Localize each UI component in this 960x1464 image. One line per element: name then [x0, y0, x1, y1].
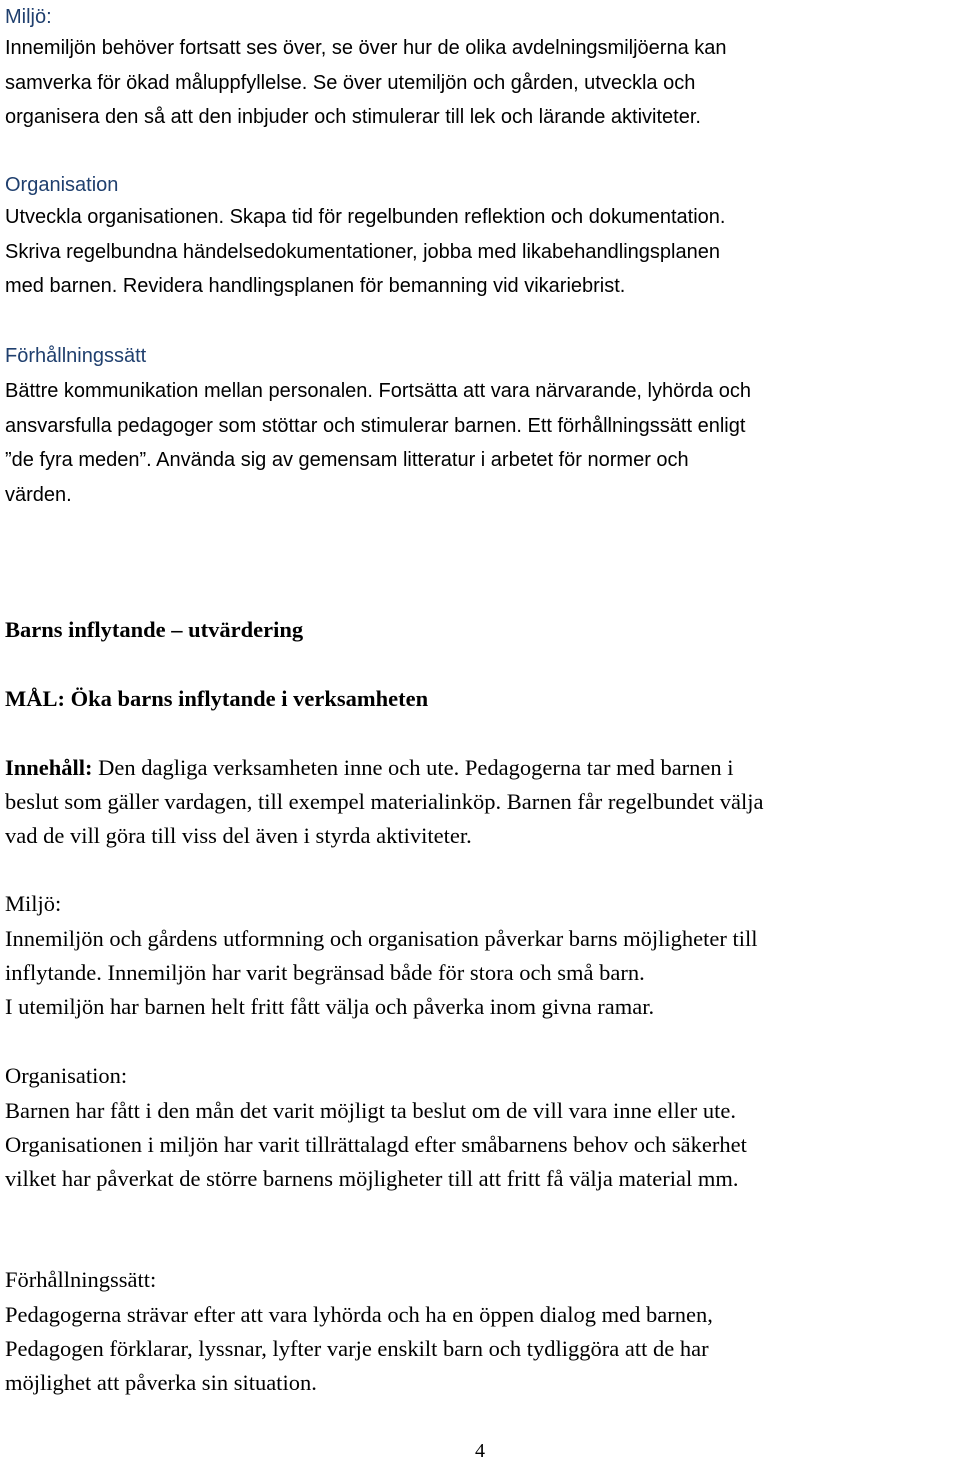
text-line: vilket har påverkat de större barnens möjligheter till att fritt få välja material mm. — [5, 1166, 739, 1192]
text-line: Innemiljön och gårdens utformning och organisation påverkar barns möjligheter till — [5, 926, 758, 951]
section-title: Barns inflytande – utvärdering — [5, 617, 304, 642]
text-line: Organisationen i miljön har varit tillrättalagd efter småbarnens behov och säkerhet — [5, 1132, 747, 1158]
text-line: vad de vill göra till viss del även i styrda aktiviteter. — [5, 823, 472, 849]
text-line: Pedagogerna strävar efter att vara lyhörda och ha en öppen dialog med barnen, — [5, 1302, 713, 1327]
miljo-heading-2: Miljö: — [5, 891, 62, 916]
forhallningssatt-paragraph — [5, 374, 955, 512]
text-span: Den dagliga verksamheten inne och ute. Pedagogerna tar med barnen i — [92, 755, 734, 780]
text-line: Innemiljön behöver fortsatt ses över, se över hur de olika avdelningsmiljöerna kan — [5, 37, 727, 59]
text-line: Barnen har fått i den mån det varit möjligt ta beslut om de vill vara inne eller ute. — [5, 1098, 737, 1123]
forhallningssatt-heading-2: Förhållningssätt: — [5, 1267, 157, 1292]
text-line — [5, 751, 955, 785]
miljo-paragraph-2 — [5, 922, 955, 1025]
text-line: samverka för ökad måluppfyllelse. Se över utemiljön och gården, utveckla och — [5, 71, 696, 94]
organisation-heading: Organisation — [5, 174, 119, 196]
organisation-paragraph-2 — [5, 1094, 955, 1197]
text-line: Pedagogen förklarar, lyssnar, lyfter varje enskilt barn och tydliggöra att de har — [5, 1336, 709, 1362]
text-line: Utveckla organisationen. Skapa tid för regelbunden reflektion och dokumentation. — [5, 206, 726, 228]
organisation-paragraph — [5, 200, 955, 304]
organisation-heading-2: Organisation: — [5, 1063, 128, 1088]
forhallningssatt-paragraph-2 — [5, 1298, 955, 1401]
forhallningssatt-heading: Förhållningssätt — [5, 345, 147, 367]
miljo-heading: Miljö: — [5, 6, 52, 28]
text-line: med barnen. Revidera handlingsplanen för bemanning vid vikariebrist. — [5, 275, 626, 297]
text-line: Bättre kommunikation mellan personalen. Fortsätta att vara närvarande, lyhörda och — [5, 380, 751, 402]
text-line: möjlighet att påverka sin situation. — [5, 1370, 317, 1396]
content-paragraph — [5, 751, 955, 854]
goal-heading: MÅL: Öka barns inflytande i verksamheten — [5, 686, 429, 711]
content-label: Innehåll: — [5, 755, 93, 780]
text-line: inflytande. Innemiljön har varit begränsad både för stora och små barn. — [5, 960, 645, 986]
text-line: organisera den så att den inbjuder och stimulerar till lek och lärande aktiviteter. — [5, 106, 701, 128]
text-line: I utemiljön har barnen helt fritt fått välja och påverka inom givna ramar. — [5, 994, 655, 1020]
text-line: ”de fyra meden”. Använda sig av gemensam litteratur i arbetet för normer och — [5, 449, 689, 471]
text-line: Skriva regelbundna händelsedokumentationer, jobba med likabehandlingsplanen — [5, 240, 720, 263]
text-line: värden. — [5, 483, 72, 506]
text-line: beslut som gäller vardagen, till exempel materialinköp. Barnen får regelbundet välja — [5, 789, 764, 815]
text-line: ansvarsfulla pedagoger som stöttar och stimulerar barnen. Ett förhållningssätt enligt — [5, 414, 746, 437]
page-number: 4 — [475, 1440, 485, 1462]
miljo-paragraph — [5, 31, 955, 135]
